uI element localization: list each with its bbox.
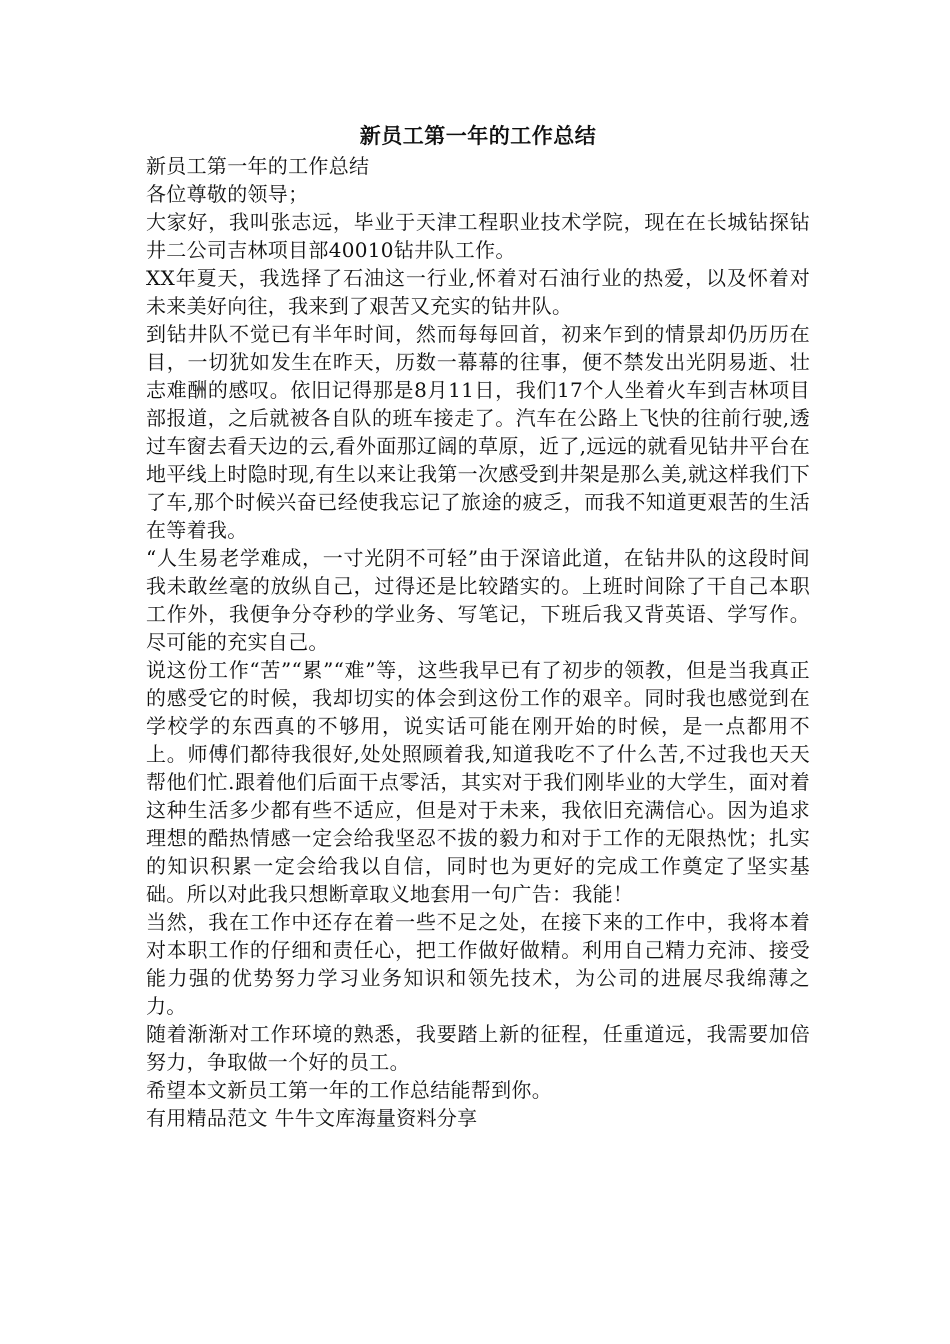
document-content [146,120,810,1132]
subtitle-line: 新员工第一年的工作总结 [146,154,370,178]
document-title: 新员工第一年的工作总结 [359,123,597,148]
body-paragraph: 大家好，我叫张志远，毕业于天津工程职业技术学院，现在在长城钻探钻井二公司吉林项目部40010钻井队工作。 [146,210,810,262]
body-paragraph: 到钻井队不觉已有半年时间，然而每每回首，初来乍到的情景却仍历历在目，一切犹如发生在昨天，历数一幕幕的往事，便不禁发出光阴易逝、壮志难酬的感叹。依旧记得那是8月11日，我们17个人坐着火车到吉林项目部报道，之后就被各自队的班车接走了。汽车在公路上飞快的往前行驶,透过车窗去看天边的云,看外面那辽阔的草原，近了,远远的就看见钻井平台在地平线上时隐时现,有生以来让我第一次感受到井架是那么美,就这样我们下了车,那个时候兴奋已经使我忘记了旅途的疲乏，而我不知道更艰苦的生活在等着我。 [146,322,810,542]
document-body [146,152,810,1132]
body-paragraph: “人生易老学难成，一寸光阴不可轻”由于深谙此道，在钻井队的这段时间我未敢丝毫的放纵自己，过得还是比较踏实的。上班时间除了干自己本职工作外，我便争分夺秒的学业务、写笔记，下班后我又背英语、学写作。尽可能的充实自己。 [146,546,810,654]
footer-note: 有用精品范文 牛牛文库海量资料分享 [146,1106,478,1130]
body-paragraph: 随着渐渐对工作环境的熟悉，我要踏上新的征程，任重道远，我需要加倍努力，争取做一个好的员工。 [146,1022,810,1074]
body-paragraph: XX年夏天，我选择了石油这一行业,怀着对石油行业的热爱，以及怀着对未来美好向往，我来到了艰苦又充实的钻井队。 [146,266,810,318]
body-paragraph: 说这份工作“苦”“累”“难”等，这些我早已有了初步的领教，但是当我真正的感受它的时候，我却切实的体会到这份工作的艰辛。同时我也感觉到在学校学的东西真的不够用，说实话可能在刚开始的时候，是一点都用不上。师傅们都待我很好,处处照顾着我,知道我吃不了什么苦,不过我也天天帮他们忙.跟着他们后面干点零活，其实对于我们刚毕业的大学生，面对着这种生活多少都有些不适应，但是对于未来，我依旧充满信心。因为追求理想的酷热情感一定会给我坚忍不拔的毅力和对于工作的无限热忱；扎实的知识积累一定会给我以自信，同时也为更好的完成工作奠定了坚实基础。所以对此我只想断章取义地套用一句广告：我能！ [146,658,810,906]
closing-line: 希望本文新员工第一年的工作总结能帮到你。 [146,1078,552,1102]
body-paragraph: 当然，我在工作中还存在着一些不足之处，在接下来的工作中，我将本着对本职工作的仔细和责任心，把工作做好做精。利用自己精力充沛、接受能力强的优势努力学习业务知识和领先技术，为公司的进展尽我绵薄之力。 [146,910,810,1018]
salutation-line: 各位尊敬的领导； [146,182,309,206]
